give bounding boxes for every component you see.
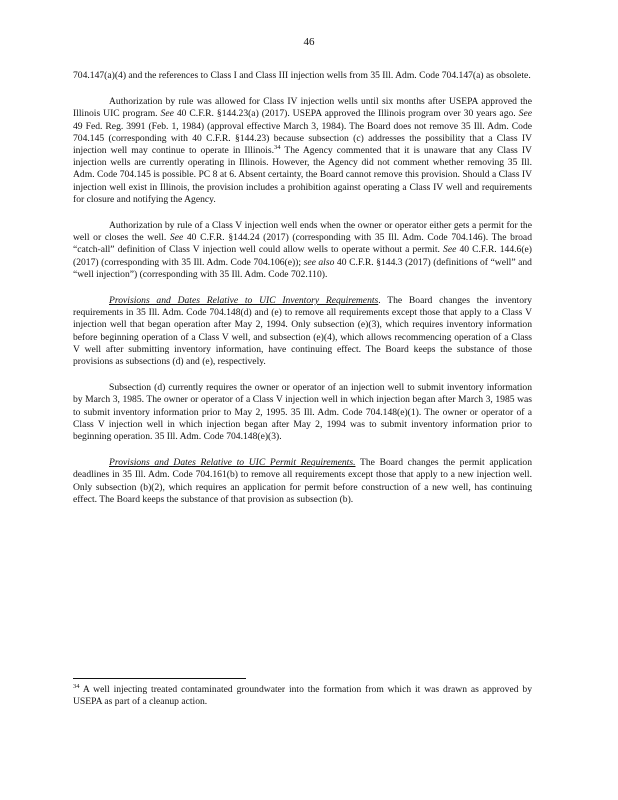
text-run: The Board changes the permit application deadlines in 35 Ill. Adm. Code 704.161(b) to remove all requirements except those that apply to a new injection well. Only subsection (b)(2), which requires an application for permit before construction of a new well, has continuing effect. The Board keeps the substance of that provision as subsection (b). bbox=[73, 457, 532, 505]
footnote-reference[interactable]: 34 bbox=[273, 143, 281, 151]
text-run: Authorization by rule of a Class V injection well ends when the owner or operator either gets a permit for the well or closes the well. bbox=[73, 220, 532, 244]
citation-signal: See bbox=[160, 108, 174, 120]
paragraph-inventory-requirements bbox=[73, 295, 532, 368]
text-run: Authorization by rule was allowed for Class IV injection wells until six months after USEPA approved the Illinois UIC program. bbox=[73, 96, 532, 120]
text-run: . The Board changes the inventory requirements in 35 Ill. Adm. Code 704.148(d) and (e) to remove all requirements except those that apply to a Class V injection well that began operation after May 2, 1994. Only subsection (e)(3), which requires inventory information before beginning operation of a Class V well, and subsection (e)(4), which allows recommencing operation of a Class V well after submitting inventory information, have continuing effect. The Board keeps the substance of those provisions as subsections (d) and (e), respectively. bbox=[73, 295, 532, 368]
citation-signal: See bbox=[169, 232, 184, 244]
text-run: 40 C.F.R. §144.3 (2017) (definitions of “well” and “well injection”) (corresponding with 35 Ill. Adm. Code 702.110). bbox=[73, 256, 532, 280]
section-heading: Provisions and Dates Relative to UIC Permit Requirements. bbox=[109, 457, 356, 469]
text-run: 49 Fed. Reg. 3991 (Feb. 1, 1984) (approval effective March 3, 1984). The Board does not remove 35 Ill. Adm. Code 704.145 (corresponding with 40 C.F.R. §144.23) because subsection (c) addresses the possibility that a Class IV injection well may continue to operate in Illinois. bbox=[73, 120, 532, 157]
text-run: 40 C.F.R. §144.24 (2017) (corresponding with 35 Ill. Adm. Code 704.146). The broad “catch-all” definition of Class V injection well could allow wells to operate without a permit. bbox=[73, 232, 532, 256]
footnote-divider bbox=[73, 678, 246, 679]
footnote bbox=[73, 684, 532, 708]
footnote-text: A well injecting treated contaminated groundwater into the formation from which it was drawn as approved by USEPA as part of a cleanup action. bbox=[73, 684, 532, 708]
text-run: The Agency commented that it is unaware that any Class IV injection wells are currently operating in Illinois. However, the Agency did not comment whether removing 35 Ill. Adm. Code 704.145 is possible. PC 8 at 6. Absent certainty, the Board cannot remove this provision. Should a Class IV injection well exist in Illinois, the provision includes a prohibition against operating a Class IV well and requirements for closure and notifying the Agency. bbox=[73, 145, 532, 205]
paragraph-permit-requirements bbox=[73, 457, 532, 506]
citation-signal: See bbox=[518, 108, 532, 120]
footnote-number: 34 bbox=[73, 682, 80, 690]
paragraph-class-iv-authorization bbox=[73, 96, 532, 206]
document-body bbox=[73, 70, 532, 520]
paragraph-continuation: 704.147(a)(4) and the references to Class I and Class III injection wells from 35 Ill. Adm. Code 704.147(a) as obsolete. bbox=[73, 70, 531, 81]
paragraph-subsection-d: Subsection (d) currently requires the owner or operator of an injection well to submit inventory information by March 3, 1985. The owner or operator of a Class V injection well in which injection began after March 3, 1985 was to submit inventory information prior to May 2, 1995. 35 Ill. Adm. Code 704.148(e)(1). The owner or operator of a Class V injection well in which injection began after May 2, 1994 was to submit inventory information prior to beginning operation. 35 Ill. Adm. Code 704.148(e)(3). bbox=[73, 382, 532, 443]
text-run: 40 C.F.R. §144.23(a) (2017). USEPA approved the Illinois program over 30 years ago. bbox=[173, 108, 519, 120]
section-heading: Provisions and Dates Relative to UIC Inventory Requirements bbox=[109, 295, 379, 307]
paragraph-class-v-authorization bbox=[73, 220, 532, 281]
text-run: 40 C.F.R. 144.6(e) (2017) (corresponding with 35 Ill. Adm. Code 704.106(e)); bbox=[73, 244, 532, 268]
citation-signal: see also bbox=[303, 256, 335, 268]
citation-signal: See bbox=[443, 244, 457, 256]
page-number: 46 bbox=[303, 36, 315, 48]
